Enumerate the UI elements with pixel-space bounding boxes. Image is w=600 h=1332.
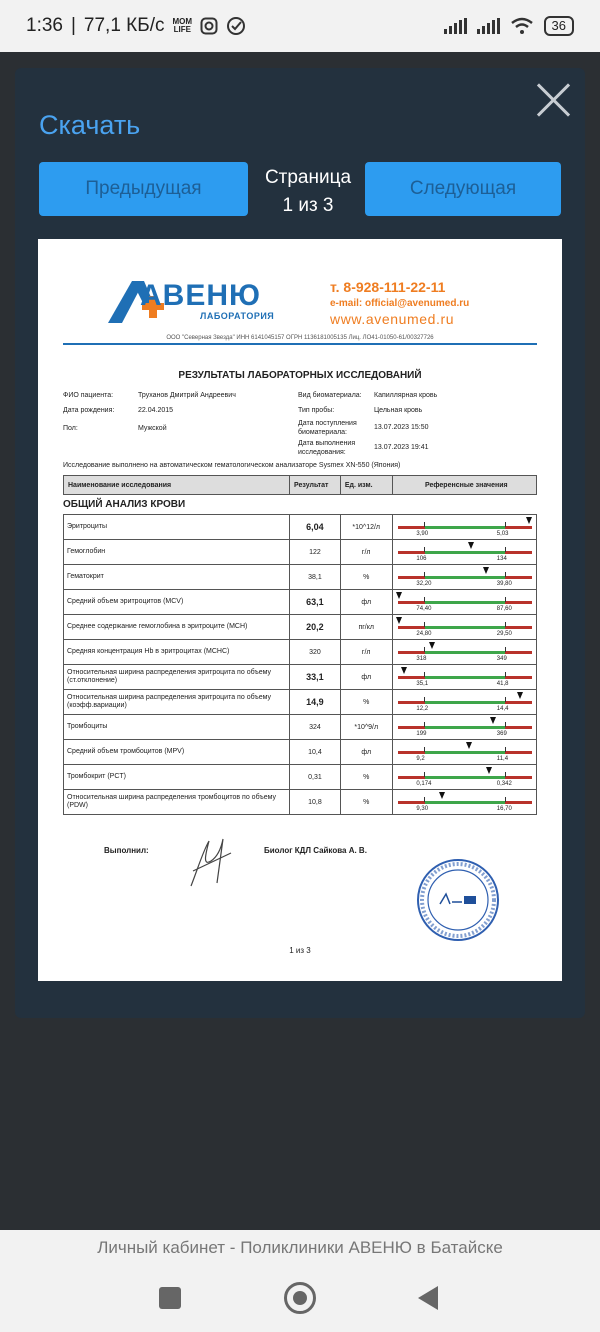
- reference-tick: [505, 647, 506, 652]
- reference-range: [393, 715, 536, 739]
- legal-info: ООО "Северная Звезда" ИНН 6141045157 ОГРН 1136181005135 Лиц. ЛО41-01050-61/00327726: [166, 335, 434, 341]
- bottom-bar: [0, 1230, 600, 1332]
- test-unit: г/л: [341, 540, 393, 564]
- reference-low: 9,30: [416, 806, 429, 812]
- reference-high: 5,03: [496, 531, 509, 537]
- table-row: [63, 515, 537, 540]
- test-result: 63,1: [290, 590, 341, 614]
- stamp-icon: [416, 858, 500, 942]
- result-marker: [490, 717, 496, 724]
- col-ref: Референсные значения: [424, 481, 508, 489]
- reference-tick: [505, 797, 506, 802]
- reference-bar: [398, 801, 532, 804]
- close-icon[interactable]: [535, 82, 571, 118]
- previous-page-button[interactable]: Предыдущая: [39, 162, 248, 216]
- reference-high: 16,70: [496, 806, 512, 812]
- sex-label: Пол:: [63, 425, 78, 432]
- reference-tick: [505, 572, 506, 577]
- table-row: [63, 615, 537, 640]
- page-count: 1 из 3: [282, 195, 334, 216]
- reference-range: [393, 615, 536, 639]
- reference-range: [393, 540, 536, 564]
- reference-high: 369: [496, 731, 507, 737]
- test-unit: фл: [341, 590, 393, 614]
- result-marker: [483, 567, 489, 574]
- reference-tick: [505, 622, 506, 627]
- reference-tick: [505, 747, 506, 752]
- document-page: [38, 239, 562, 981]
- table-row: [63, 540, 537, 565]
- reference-tick: [505, 672, 506, 677]
- system-nav: [0, 1282, 600, 1318]
- dob-value: 22.04.2015: [138, 407, 174, 414]
- reference-low: 74,40: [416, 606, 432, 612]
- reference-high: 87,60: [496, 606, 512, 612]
- reference-range: [393, 565, 536, 589]
- sample-label: Тип пробы:: [298, 407, 335, 414]
- results-table-header: [63, 475, 537, 495]
- table-row: [63, 765, 537, 790]
- home-icon[interactable]: [284, 1282, 316, 1314]
- reference-high: 39,80: [496, 581, 512, 587]
- test-unit: %: [341, 765, 393, 789]
- reference-high: 349: [496, 656, 507, 662]
- test-name: Средний объем эритроцитов (MCV): [64, 590, 290, 614]
- reference-tick: [505, 722, 506, 727]
- test-name: Относительная ширина распределения тромбоцитов по объему (PDW): [64, 790, 290, 814]
- reference-bar: [398, 701, 532, 704]
- brand-subtitle: ЛАБОРАТОРИЯ: [200, 311, 275, 321]
- table-row: [63, 690, 537, 715]
- test-result: 6,04: [290, 515, 341, 539]
- reference-low: 3,90: [416, 531, 429, 537]
- test-result: 14,9: [290, 690, 341, 714]
- reference-low: 199: [416, 731, 427, 737]
- sample-value: Цельная кровь: [374, 407, 423, 414]
- dob-label: Дата рождения:: [63, 407, 115, 414]
- battery-icon: 36: [544, 16, 574, 36]
- table-row: [63, 790, 537, 815]
- signal-icon-2: [477, 18, 500, 34]
- reference-bar: [398, 676, 532, 679]
- reference-low: 12,2: [416, 706, 429, 712]
- table-row: [63, 565, 537, 590]
- reference-range: [393, 690, 536, 714]
- reference-tick: [424, 672, 425, 677]
- table-row: [63, 590, 537, 615]
- test-unit: *10^9/л: [341, 715, 393, 739]
- reference-tick: [424, 547, 425, 552]
- page-indicator: [253, 164, 363, 220]
- reference-bar: [398, 551, 532, 554]
- reference-low: 32,20: [416, 581, 432, 587]
- patient-label: ФИО пациента:: [63, 392, 114, 399]
- reference-tick: [424, 697, 425, 702]
- test-name: Гемоглобин: [64, 540, 290, 564]
- done-label: Дата выполнения исследования:: [298, 440, 356, 456]
- header-divider: [63, 343, 537, 345]
- result-marker: [439, 792, 445, 799]
- test-result: 33,1: [290, 665, 341, 689]
- reference-tick: [505, 597, 506, 602]
- test-result: 10,4: [290, 740, 341, 764]
- reference-high: 41,8: [496, 681, 509, 687]
- signed-label: Выполнил:: [104, 846, 149, 855]
- reference-high: 0,342: [496, 781, 512, 787]
- reference-range: [393, 790, 536, 814]
- test-name: Эритроциты: [64, 515, 290, 539]
- test-name: Средняя концентрация Hb в эритроцитах (MCHC): [64, 640, 290, 664]
- test-name: Средний объем тромбоцитов (MPV): [64, 740, 290, 764]
- reference-bar: [398, 576, 532, 579]
- result-marker: [486, 767, 492, 774]
- test-result: 10,8: [290, 790, 341, 814]
- reference-range: [393, 515, 536, 539]
- reference-bar: [398, 601, 532, 604]
- status-bar: 1:36 | 77,1 КБ/с MOM LIFE 36: [0, 0, 600, 52]
- test-result: 20,2: [290, 615, 341, 639]
- reference-tick: [505, 697, 506, 702]
- result-marker: [429, 642, 435, 649]
- result-marker: [526, 517, 532, 524]
- reference-bar: [398, 526, 532, 529]
- analyzer-note: Исследование выполнено на автоматическом гематологическом анализаторе Sysmex XN-550 (Япония): [63, 462, 401, 469]
- result-marker: [401, 667, 407, 674]
- instagram-icon: [200, 17, 218, 35]
- test-name: Тромбоциты: [64, 715, 290, 739]
- test-unit: г/л: [341, 640, 393, 664]
- test-result: 38,1: [290, 565, 341, 589]
- wifi-icon: [510, 17, 534, 35]
- reference-tick: [505, 547, 506, 552]
- result-marker: [468, 542, 474, 549]
- check-circle-icon: [226, 16, 246, 36]
- reference-low: 24,80: [416, 631, 432, 637]
- test-name: Относительная ширина распределения эритроцита по объему (ст.отклонение): [64, 665, 290, 689]
- table-row: [63, 640, 537, 665]
- reference-low: 9,2: [416, 756, 425, 762]
- reference-tick: [505, 772, 506, 777]
- done-value: 13.07.2023 19:41: [374, 444, 429, 451]
- page-footer: 1 из 3: [289, 946, 311, 955]
- test-name: Тромбокрит (PCT): [64, 765, 290, 789]
- reference-tick: [424, 747, 425, 752]
- reference-range: [393, 765, 536, 789]
- test-unit: %: [341, 790, 393, 814]
- result-marker: [396, 617, 402, 624]
- reference-tick: [424, 622, 425, 627]
- reference-bar: [398, 776, 532, 779]
- signature-icon: [183, 831, 235, 893]
- result-marker: [517, 692, 523, 699]
- test-unit: %: [341, 565, 393, 589]
- reference-range: [393, 740, 536, 764]
- table-row: [63, 740, 537, 765]
- test-name: Относительная ширина распределения эритроцита по объему (коэфф.вариации): [64, 690, 290, 714]
- reference-range: [393, 640, 536, 664]
- status-speed: 77,1 КБ/с: [83, 15, 165, 36]
- test-result: 324: [290, 715, 341, 739]
- contact-block: [330, 279, 469, 327]
- reference-tick: [424, 797, 425, 802]
- recent-apps-icon[interactable]: [159, 1287, 181, 1309]
- reference-tick: [424, 647, 425, 652]
- test-unit: пг/кл: [341, 615, 393, 639]
- col-name: Наименование исследования: [64, 476, 290, 494]
- status-time: 1:36: [26, 15, 63, 36]
- patient-name: Труханов Дмитрий Андреевич: [138, 392, 236, 399]
- reference-bar: [398, 651, 532, 654]
- test-unit: %: [341, 690, 393, 714]
- col-result: Результат: [290, 476, 341, 494]
- reference-low: 35,1: [416, 681, 429, 687]
- table-row: [63, 665, 537, 690]
- reference-tick: [424, 722, 425, 727]
- test-result: 122: [290, 540, 341, 564]
- reference-low: 0,174: [416, 781, 432, 787]
- page-label: Страница: [264, 167, 352, 188]
- reference-bar: [398, 726, 532, 729]
- reference-tick: [424, 772, 425, 777]
- next-page-button[interactable]: Следующая: [365, 162, 561, 216]
- sex-value: Мужской: [138, 425, 167, 432]
- reference-tick: [424, 572, 425, 577]
- reference-low: 318: [416, 656, 427, 662]
- results-table: [63, 514, 537, 815]
- reference-bar: [398, 751, 532, 754]
- reference-high: 29,50: [496, 631, 512, 637]
- test-result: 320: [290, 640, 341, 664]
- received-value: 13.07.2023 15:50: [374, 424, 429, 431]
- reference-high: 134: [496, 556, 507, 562]
- received-label: Дата поступления биоматериала:: [298, 420, 357, 436]
- test-result: 0,31: [290, 765, 341, 789]
- phone: т. 8-928-111-22-11: [330, 279, 446, 295]
- momlife-icon: MOM LIFE: [172, 17, 193, 34]
- reference-bar: [398, 626, 532, 629]
- test-unit: фл: [341, 665, 393, 689]
- reference-tick: [505, 522, 506, 527]
- reference-tick: [424, 597, 425, 602]
- result-marker: [466, 742, 472, 749]
- reference-high: 14,4: [496, 706, 509, 712]
- brand-name: АВЕНЮ: [140, 279, 261, 312]
- reference-range: [393, 590, 536, 614]
- bio-value: Капиллярная кровь: [374, 392, 438, 399]
- reference-low: 106: [416, 556, 427, 562]
- test-name: Гематокрит: [64, 565, 290, 589]
- result-marker: [396, 592, 402, 599]
- back-icon[interactable]: [418, 1286, 438, 1310]
- reference-tick: [424, 522, 425, 527]
- document-title: РЕЗУЛЬТАТЫ ЛАБОРАТОРНЫХ ИССЛЕДОВАНИЙ: [178, 370, 422, 381]
- test-unit: *10^12/л: [341, 515, 393, 539]
- biologist-name: Биолог КДЛ Сайкова А. В.: [264, 846, 367, 855]
- reference-range: [393, 665, 536, 689]
- test-unit: фл: [341, 740, 393, 764]
- email: e-mail: official@avenumed.ru: [330, 298, 470, 309]
- download-link[interactable]: Скачать: [39, 110, 141, 140]
- table-row: [63, 715, 537, 740]
- pdf-viewer-modal: [15, 68, 585, 1018]
- website: www.avenumed.ru: [330, 311, 455, 327]
- reference-high: 11,4: [496, 756, 509, 762]
- bio-label: Вид биоматериала:: [298, 392, 362, 399]
- test-name: Среднее содержание гемоглобина в эритроците (MCH): [64, 615, 290, 639]
- signal-icon: [444, 18, 467, 34]
- page-title: Личный кабинет - Поликлиники АВЕНЮ в Батайске: [97, 1238, 503, 1257]
- col-unit: Ед. изм.: [341, 476, 393, 494]
- section-title: ОБЩИЙ АНАЛИЗ КРОВИ: [63, 499, 186, 510]
